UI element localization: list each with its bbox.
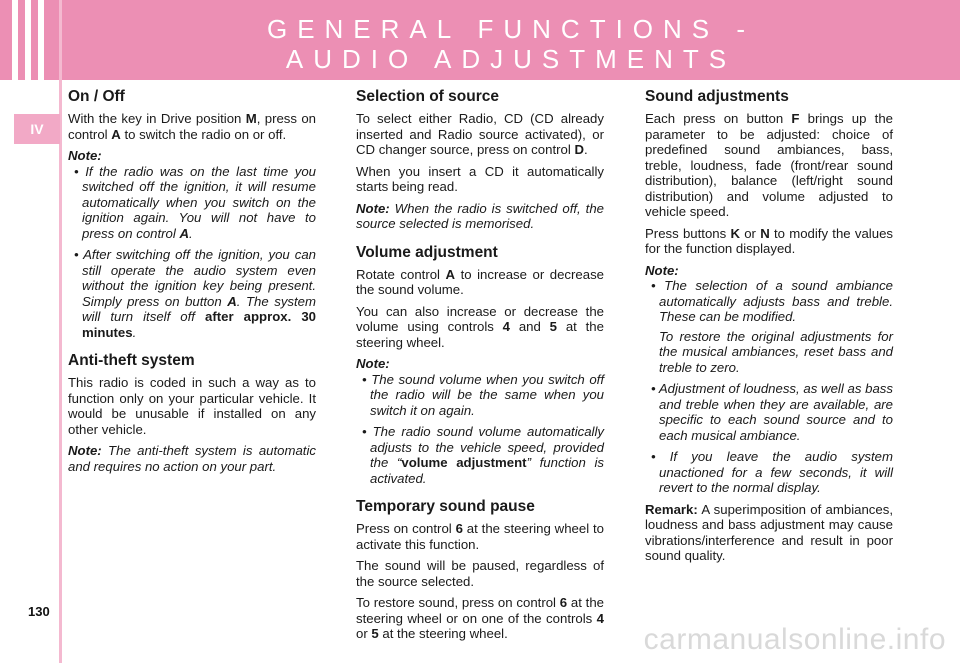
page-number: 130 — [28, 604, 50, 619]
note-item: • The selection of a sound ambiance automatically adjusts bass and treble. These can be modified. To restore the original adjustments for the musical ambiances, reset bass and treble to zero. — [651, 278, 894, 375]
header-stripe — [12, 0, 18, 80]
heading-on-off: On / Off — [68, 88, 125, 105]
selection-note: Note: When the radio is switched off, the source selected is memorised. — [356, 200, 604, 231]
column-2 — [356, 88, 604, 654]
selection-paragraph-2: When you insert a CD it automatically starts being read. — [356, 163, 604, 194]
note-item: • The radio sound volume automatically adjusts to the vehicle speed, provided the “volume adjustment” function is activated. — [362, 424, 605, 486]
note-label: Note: — [68, 148, 102, 163]
note-item: • If you leave the audio system unactioned for a few seconds, it will revert to the normal display. — [651, 449, 893, 495]
on-off-paragraph: With the key in Drive position M, press on control A to switch the radio on or off. — [68, 111, 316, 142]
section-sound-adjustments — [645, 88, 893, 564]
note-item: • After switching off the ignition, you can still operate the audio system even without the ignition key being present. Simply press on button A. The system will turn itself off after approx. 30 minutes. — [74, 247, 317, 340]
anti-theft-paragraph: This radio is coded in such a way as to function only on your particular vehicle. It would be unusable if installed on any other vehicle. — [68, 375, 316, 437]
pause-paragraph-2: The sound will be paused, regardless of the source selected. — [356, 558, 604, 589]
note-subitem: To restore the original adjustments for the musical ambiances, reset bass and treble to zero. — [659, 328, 893, 375]
volume-notes — [356, 372, 604, 487]
section-volume-adjustment — [356, 244, 604, 487]
volume-paragraph-2: You can also increase or decrease the volume using controls 4 and 5 at the steering wheel. — [356, 303, 604, 350]
column-1 — [68, 88, 316, 486]
selection-paragraph-1: To select either Radio, CD (CD already inserted and Radio source activated), or CD changer source, press on control D. — [356, 111, 604, 157]
sound-paragraph-2: Press buttons K or N to modify the values for the function displayed. — [645, 225, 893, 256]
heading-sound-adjustments: Sound adjustments — [645, 88, 789, 105]
pause-paragraph-3: To restore sound, press on control 6 at the steering wheel or on one of the controls 4 or 5 at the steering wheel. — [356, 595, 604, 641]
chapter-tab: IV — [14, 114, 60, 144]
note-item: • Adjustment of loudness, as well as bass and treble when they are available, are specific to each sound source and to each musical ambiance. — [651, 381, 893, 443]
note-label: Note: — [645, 262, 679, 278]
note-item: • The sound volume when you switch off the radio will be the same when you switch it on again. — [362, 371, 605, 418]
page-title-line1: GENERAL FUNCTIONS - — [266, 14, 756, 44]
remark-paragraph: Remark: A superimposition of ambiances, loudness and bass adjustment may cause vibrations/interference and result in poor sound quality. — [645, 501, 893, 563]
page-header — [0, 0, 960, 80]
section-on-off — [68, 88, 316, 340]
section-temporary-sound-pause — [356, 498, 604, 642]
note-item: • If the radio was on the last time you switched off the ignition, it will resume automatically when you switch on the ignition again. You will not have to press on control A. — [74, 163, 316, 241]
heading-volume-adjustment: Volume adjustment — [356, 243, 498, 261]
heading-temporary-sound-pause: Temporary sound pause — [356, 498, 535, 515]
header-stripe — [38, 0, 44, 80]
column-3 — [645, 88, 893, 576]
watermark: carmanualsonline.info — [643, 623, 946, 656]
page-title — [62, 14, 960, 74]
note-label: Note: — [356, 356, 390, 371]
heading-selection-of-source: Selection of source — [356, 88, 499, 105]
section-selection-of-source — [356, 88, 604, 232]
header-stripe — [25, 0, 31, 80]
sound-paragraph-1: Each press on button F brings up the parameter to be adjusted: choice of predefined sound ambiances, bass, treble, loudness, fade (front/rear sound distribution), balance (left/right sound distribution) and volume adjusted to vehicle speed. — [645, 111, 893, 219]
pause-paragraph-1: Press on control 6 at the steering wheel to activate this function. — [356, 521, 605, 552]
sound-notes — [645, 278, 893, 496]
volume-paragraph-1: Rotate control A to increase or decrease the sound volume. — [356, 266, 605, 297]
anti-theft-note: Note: The anti-theft system is automatic and requires no action on your part. — [68, 443, 316, 474]
section-anti-theft — [68, 352, 316, 474]
side-rule — [59, 0, 62, 663]
on-off-notes — [68, 164, 316, 341]
heading-anti-theft: Anti-theft system — [68, 352, 195, 369]
page-title-line2: AUDIO ADJUSTMENTS — [285, 44, 737, 74]
